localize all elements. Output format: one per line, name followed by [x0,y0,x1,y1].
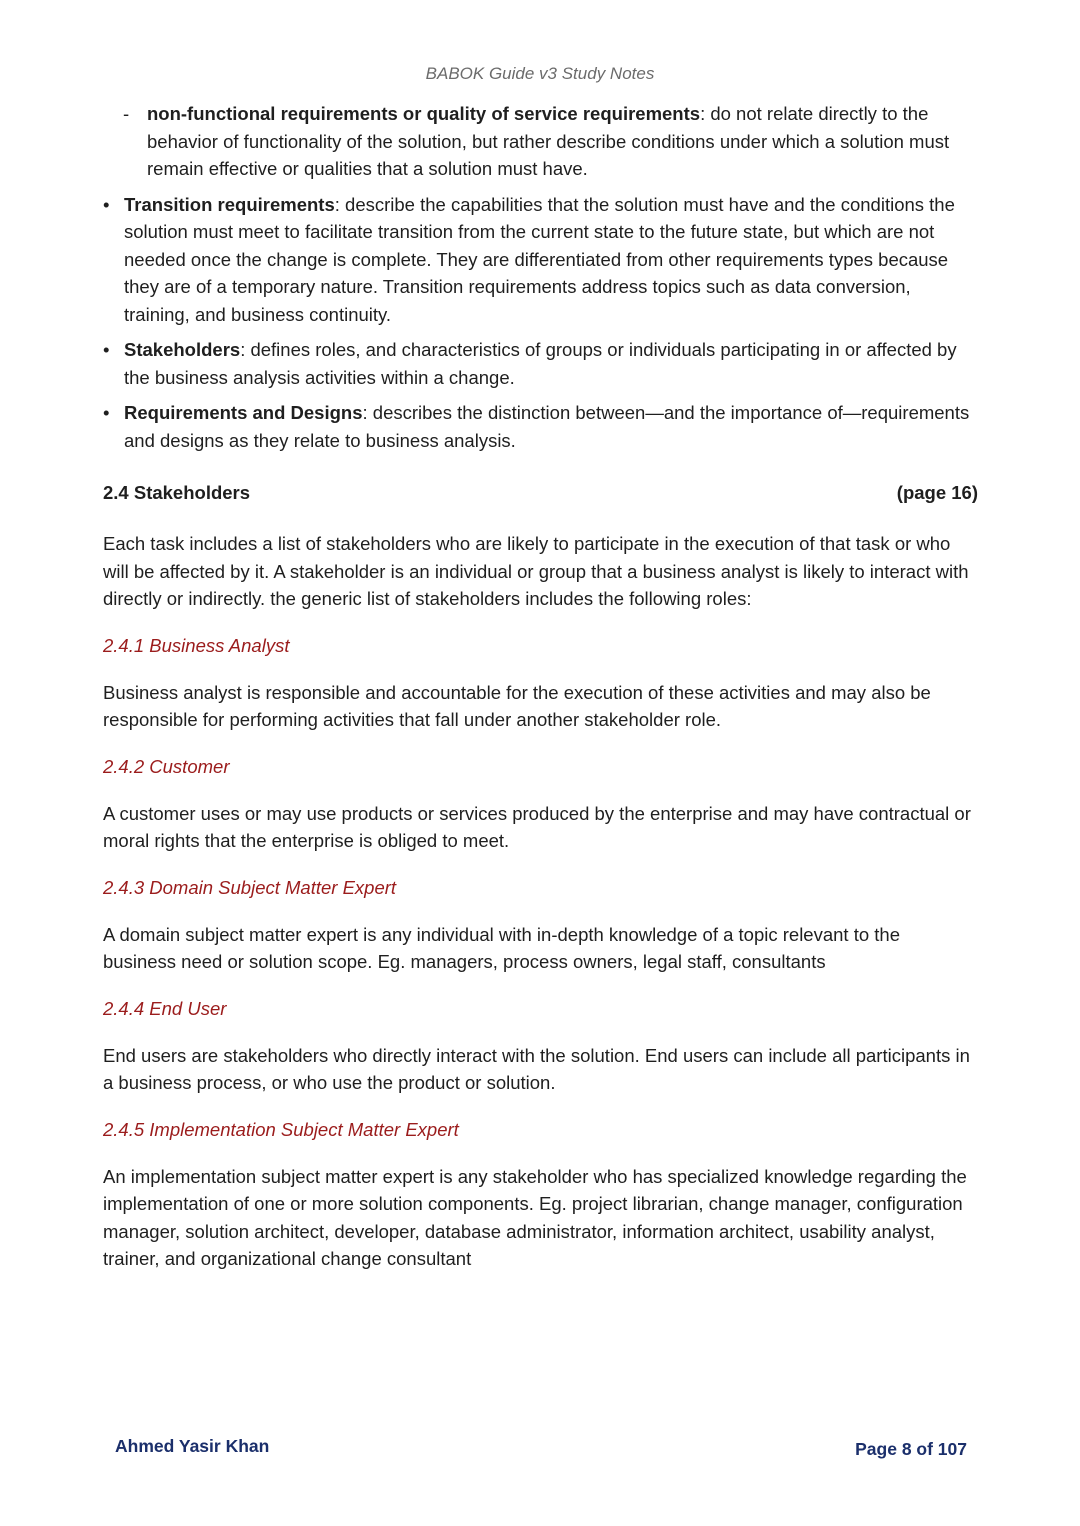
page-footer [115,1436,967,1460]
page-header: BABOK Guide v3 Study Notes [425,64,655,83]
dash-marker: - [123,103,130,124]
list-item-term: Requirements and Designs [124,402,363,423]
subsection-body: An implementation subject matter expert is any stakeholder who has specialized knowledge regarding the implementation of one or more solution components. Eg. project librarian, change manager, configuration manager, solution architect, developer, database administrator, information architect, usability analyst, trainer, and organizational change consultant [103,1165,967,1269]
bullet-icon: • [103,193,110,215]
bullet-icon: • [103,339,110,360]
subsection-heading: 2.4.3 Domain Subject Matter Expert [103,876,397,898]
section-heading [103,482,978,504]
list-item-text: : defines roles, and characteristics of groups or individuals participating in or affected by the business analysis activities within a change. [124,339,957,388]
subsection-body: Business analyst is responsible and accountable for the execution of these activities and may also be responsible for performing activities that fall under another stakeholder role. [103,681,931,730]
list-item-text: : describe the capabilities that the solution must have and the conditions the solution must meet to facilitate transition from the current state to the future state, but which are not needed once the change is complete. They are differentiated from other requirements types because they are of a temporary nature. Transition requirements address topics such as data conversion, training, and business continuity. [124,193,955,325]
document-body [103,100,978,1295]
subsection-heading: 2.4.2 Customer [103,755,230,777]
footer-page-number: Page 8 of 107 [855,1439,967,1459]
dash-list-item [103,100,978,183]
section-title: 2.4 Stakeholders [103,482,251,503]
subsection-body: End users are stakeholders who directly interact with the solution. End users can include all participants in a business process, or who use the product or solution. [103,1044,970,1093]
list-item-term: Stakeholders [124,339,241,360]
list-item-text: : describes the distinction between—and the importance of—requirements and designs as they relate to business analysis. [124,402,970,451]
bullet-list-item [103,336,978,391]
bullet-list-item [103,399,978,454]
footer-author: Ahmed Yasir Khan [115,1436,270,1456]
subsection-body: A customer uses or may use products or services produced by the enterprise and may have contractual or moral rights that the enterprise is obliged to meet. [103,802,971,851]
subsection-heading: 2.4.1 Business Analyst [103,634,290,656]
bullet-icon: • [103,402,110,423]
subsection-heading: 2.4.5 Implementation Subject Matter Expert [103,1118,459,1140]
list-item-text: : do not relate directly to the behavior of functionality of the solution, but rather describe conditions under which a solution must remain effective or qualities that a solution must have. [147,103,950,179]
list-item-term: Transition requirements [124,193,335,215]
section-page-ref: (page 16) [896,482,978,503]
section-intro: Each task includes a list of stakeholders who are likely to participate in the execution of that task or who will be affected by it. A stakeholder is an individual or group that a business analyst is likely to interact with directly or indirectly. the generic list of stakeholders includes the following roles: [103,533,969,609]
subsection-heading: 2.4.4 End User [103,997,227,1019]
list-item-term: non-functional requirements or quality of service requirements [147,103,701,124]
bullet-list-item [103,191,978,329]
subsection-body: A domain subject matter expert is any individual with in-depth knowledge of a topic relevant to the business need or solution scope. Eg. managers, process owners, legal staff, consultants [103,923,900,972]
